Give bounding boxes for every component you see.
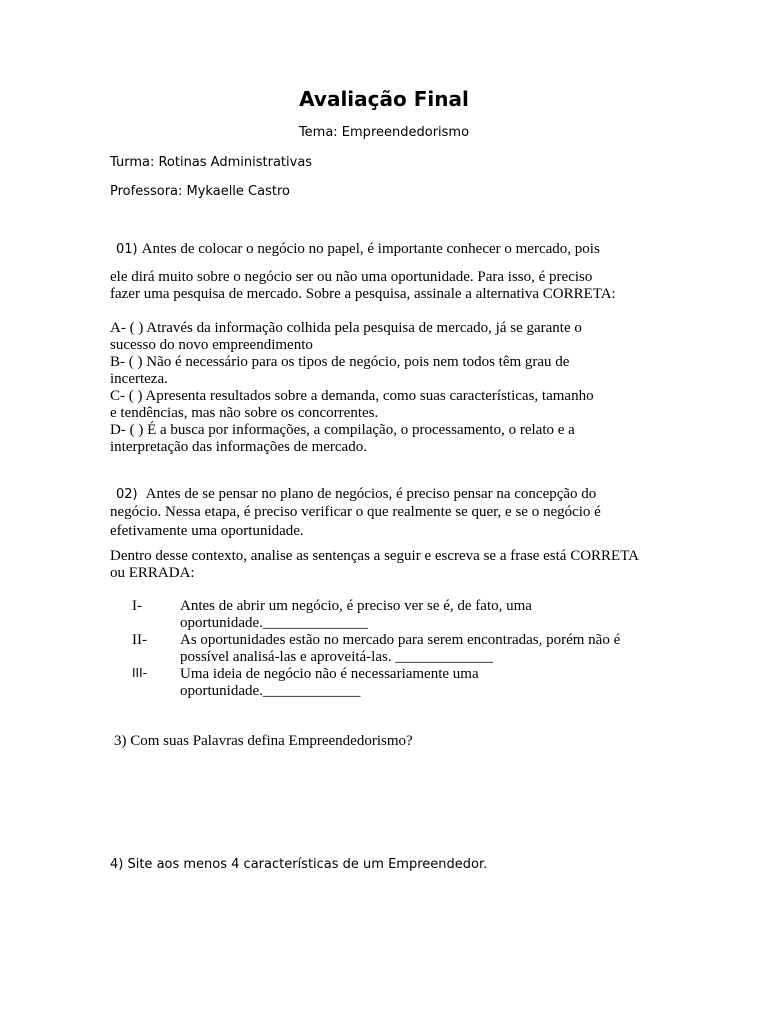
question-2-intro-text: Antes de se pensar no plano de negócios, é preciso pensar na concepção do — [145, 486, 597, 502]
question-2-context — [110, 548, 655, 582]
question-2-intro-line — [110, 484, 655, 503]
statement-line: Antes de abrir um negócio, é preciso ver se é, de fato, uma — [180, 598, 532, 614]
statement-line: possível analisá-las e aproveitá-las. _____________ — [180, 649, 493, 665]
statement-number: I- — [132, 598, 142, 614]
question-1-body-line: fazer uma pesquisa de mercado. Sobre a pesquisa, assinale a alternativa CORRETA: — [110, 286, 616, 302]
question-2-intro — [110, 484, 655, 541]
question-4: 4) Site aos menos 4 características de um Empreendedor. — [110, 857, 488, 872]
option-c-line: C- ( ) Apresenta resultados sobre a demanda, como suas características, tamanho — [110, 388, 594, 404]
question-2-context-line: ou ERRADA: — [110, 565, 195, 581]
class-line: Turma: Rotinas Administrativas — [110, 155, 313, 170]
option-d-line: interpretação das informações de mercado. — [110, 439, 367, 455]
option-a-line: A- ( ) Através da informação colhida pela pesquisa de mercado, já se garante o — [110, 320, 582, 336]
option-a-line: sucesso do novo empreendimento — [110, 337, 313, 353]
option-b-line: incerteza. — [110, 371, 168, 387]
statement-line: Uma ideia de negócio não é necessariamente uma — [180, 666, 479, 682]
question-2-context-line: Dentro desse contexto, analise as sentenças a seguir e escreva se a frase está CORRETA — [110, 548, 640, 564]
question-3: 3) Com suas Palavras defina Empreendedorismo? — [114, 733, 413, 749]
question-1-first-text: Antes de colocar o negócio no papel, é importante conhecer o mercado, pois — [141, 241, 600, 257]
question-2-intro-line: negócio. Nessa etapa, é preciso verificar o que realmente se quer, e se o negócio é — [110, 504, 601, 520]
document-title: Avaliação Final — [299, 87, 469, 111]
option-d-line: D- ( ) É a busca por informações, a compilação, o processamento, o relato e a — [110, 422, 575, 438]
option-c-line: e tendências, mas não sobre os concorrentes. — [110, 405, 379, 421]
question-1-options — [110, 320, 655, 456]
statement-line: oportunidade.______________ — [180, 615, 368, 631]
question-1-body-line: ele dirá muito sobre o negócio ser ou não uma oportunidade. Para isso, é preciso — [110, 269, 593, 285]
document-theme: Tema: Empreendedorismo — [298, 125, 470, 140]
question-1-first-line — [116, 240, 600, 258]
statement-line: As oportunidades estão no mercado para serem encontradas, porém não é — [180, 632, 621, 648]
statement-line: oportunidade._____________ — [180, 683, 361, 699]
question-2-intro-line: efetivamente uma oportunidade. — [110, 523, 304, 539]
question-2-number: 02) — [116, 487, 138, 502]
question-1-number: 01) — [116, 242, 138, 257]
statement-number: II- — [132, 632, 147, 648]
question-1-body — [110, 269, 655, 303]
teacher-line: Professora: Mykaelle Castro — [110, 184, 290, 199]
statement-number: III- — [132, 666, 147, 680]
option-b-line: B- ( ) Não é necessário para os tipos de negócio, pois nem todos têm grau de — [110, 354, 570, 370]
